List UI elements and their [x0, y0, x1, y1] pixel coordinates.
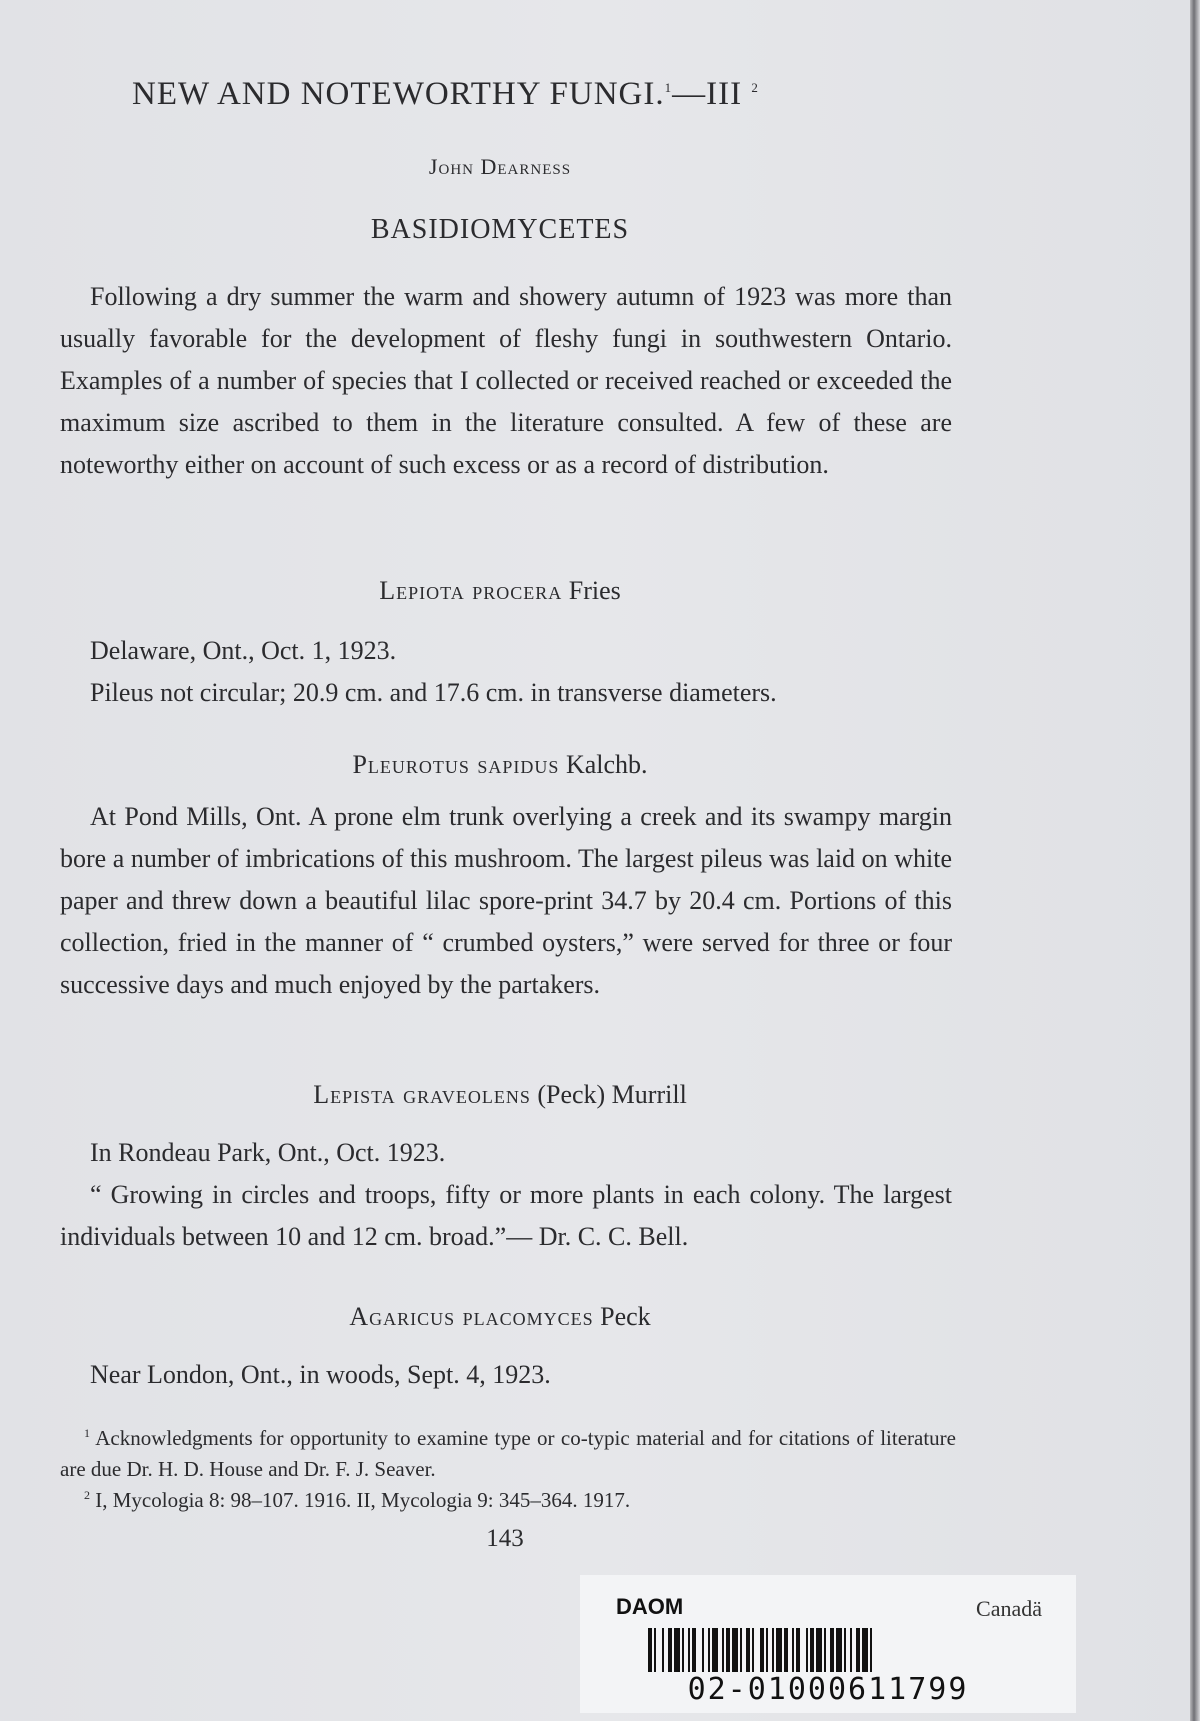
barcode-bar — [836, 1628, 842, 1672]
barcode-bar — [810, 1628, 814, 1672]
footnote-mark: 1 — [84, 1426, 90, 1440]
barcode-bar — [850, 1628, 852, 1672]
species-authority: Kalchb. — [565, 750, 648, 779]
footnote-1 — [60, 1418, 956, 1485]
barcode-bar — [732, 1628, 738, 1672]
barcode-bar — [682, 1628, 684, 1672]
barcode-image — [648, 1628, 1008, 1672]
species-heading-pleurotus — [0, 750, 1000, 780]
barcode-bar — [862, 1628, 868, 1672]
barcode-bar — [662, 1628, 664, 1672]
barcode-bar — [766, 1628, 768, 1672]
species-authority: Fries — [568, 576, 621, 605]
barcode-number: 02-01000611799 — [687, 1672, 969, 1707]
species-heading-agaricus — [0, 1302, 1000, 1332]
species-name: Pleurotus sapidus — [352, 750, 560, 779]
barcode-bar — [702, 1628, 704, 1672]
species-heading-lepista — [0, 1080, 1000, 1110]
barcode-bar — [856, 1628, 860, 1672]
canada-wordmark: Canadä — [976, 1596, 1042, 1621]
species-paragraph: Delaware, Ont., Oct. 1, 1923. — [90, 636, 397, 665]
barcode-bar — [688, 1628, 690, 1672]
barcode-bar — [708, 1628, 710, 1672]
barcode-bar — [870, 1628, 872, 1672]
barcode-bar — [816, 1628, 822, 1672]
barcode-bar — [654, 1628, 656, 1672]
barcode-bar — [776, 1628, 782, 1672]
page-number: 143 — [486, 1525, 524, 1552]
page-binding-edge — [1190, 0, 1200, 1721]
barcode-bar — [796, 1628, 800, 1672]
section-heading: BASIDIOMYCETES — [370, 214, 630, 245]
species-name: Agaricus placomyces — [349, 1302, 594, 1331]
species-authority: Peck — [600, 1302, 651, 1331]
species-heading-lepiota — [0, 576, 1000, 606]
barcode-bar — [830, 1628, 834, 1672]
species-authority: (Peck) Murrill — [537, 1080, 687, 1109]
species-paragraph: “ Growing in circles and troops, fifty or more plants in each colony. The largest individuals between 10 and 12 cm. broad.”— Dr. C. C. Bell. — [60, 1180, 952, 1251]
institution-code: DAOM — [616, 1594, 684, 1619]
barcode-bar — [824, 1628, 826, 1672]
footnote-text: I, Mycologia 8: 98–107. 1916. II, Mycologia 9: 345–364. 1917. — [95, 1488, 631, 1512]
footnote-text: Acknowledgments for opportunity to examine type or co-typic material and for citations of literature are due Dr. H. D. House and Dr. F. J. Seaver. — [60, 1426, 956, 1481]
title-part-number: —III — [672, 76, 743, 112]
article-title — [132, 76, 892, 113]
barcode-bar — [746, 1628, 750, 1672]
barcode-bar — [760, 1628, 764, 1672]
species-name: Lepiota procera — [379, 576, 563, 605]
species-paragraph: In Rondeau Park, Ont., Oct. 1923. — [90, 1138, 446, 1167]
species-paragraph: Near London, Ont., in woods, Sept. 4, 1923. — [90, 1360, 551, 1389]
barcode-bar — [740, 1628, 742, 1672]
barcode-bar — [792, 1628, 794, 1672]
barcode-bar — [668, 1628, 672, 1672]
footnote-2 — [60, 1480, 956, 1516]
title-footnote-mark-2: 2 — [751, 80, 759, 95]
intro-paragraph: Following a dry summer the warm and showery autumn of 1923 was more than usually favorable for the development of fleshy fungi in southwestern Ontario. Examples of a number of species that I collected or received reached or exceeded the maximum size ascribed to them in the literature consulted. A few of these are noteworthy either on account of such excess or as a record of distribution. — [60, 282, 952, 479]
barcode-bar — [772, 1628, 774, 1672]
title-footnote-mark-1: 1 — [664, 80, 673, 95]
title-text: NEW AND NOTEWORTHY FUNGI. — [132, 76, 665, 112]
specimen-barcode-label — [580, 1575, 1076, 1713]
species-name: Lepista graveolens — [313, 1080, 531, 1109]
species-paragraph: At Pond Mills, Ont. A prone elm trunk overlying a creek and its swampy margin bore a number of imbrications of this mushroom. The largest pileus was laid on white paper and threw down a beautiful lilac spore-print 34.7 by 20.4 cm. Portions of this collection, fried in the manner of “ crumbed oysters,” were served for three or four successive days and much enjoyed by the partakers. — [60, 802, 952, 999]
barcode-bar — [726, 1628, 730, 1672]
barcode-bar — [712, 1628, 718, 1672]
barcode-bar — [844, 1628, 846, 1672]
barcode-bar — [806, 1628, 808, 1672]
barcode-bar — [692, 1628, 696, 1672]
footnote-mark: 2 — [84, 1488, 90, 1502]
barcode-bar — [722, 1628, 724, 1672]
species-paragraph: Pileus not circular; 20.9 cm. and 17.6 cm. in transverse diameters. — [90, 678, 777, 707]
barcode-bar — [784, 1628, 788, 1672]
barcode-bar — [674, 1628, 680, 1672]
barcode-bar — [648, 1628, 652, 1672]
author-name: John Dearness — [428, 154, 572, 179]
barcode-bar — [752, 1628, 754, 1672]
